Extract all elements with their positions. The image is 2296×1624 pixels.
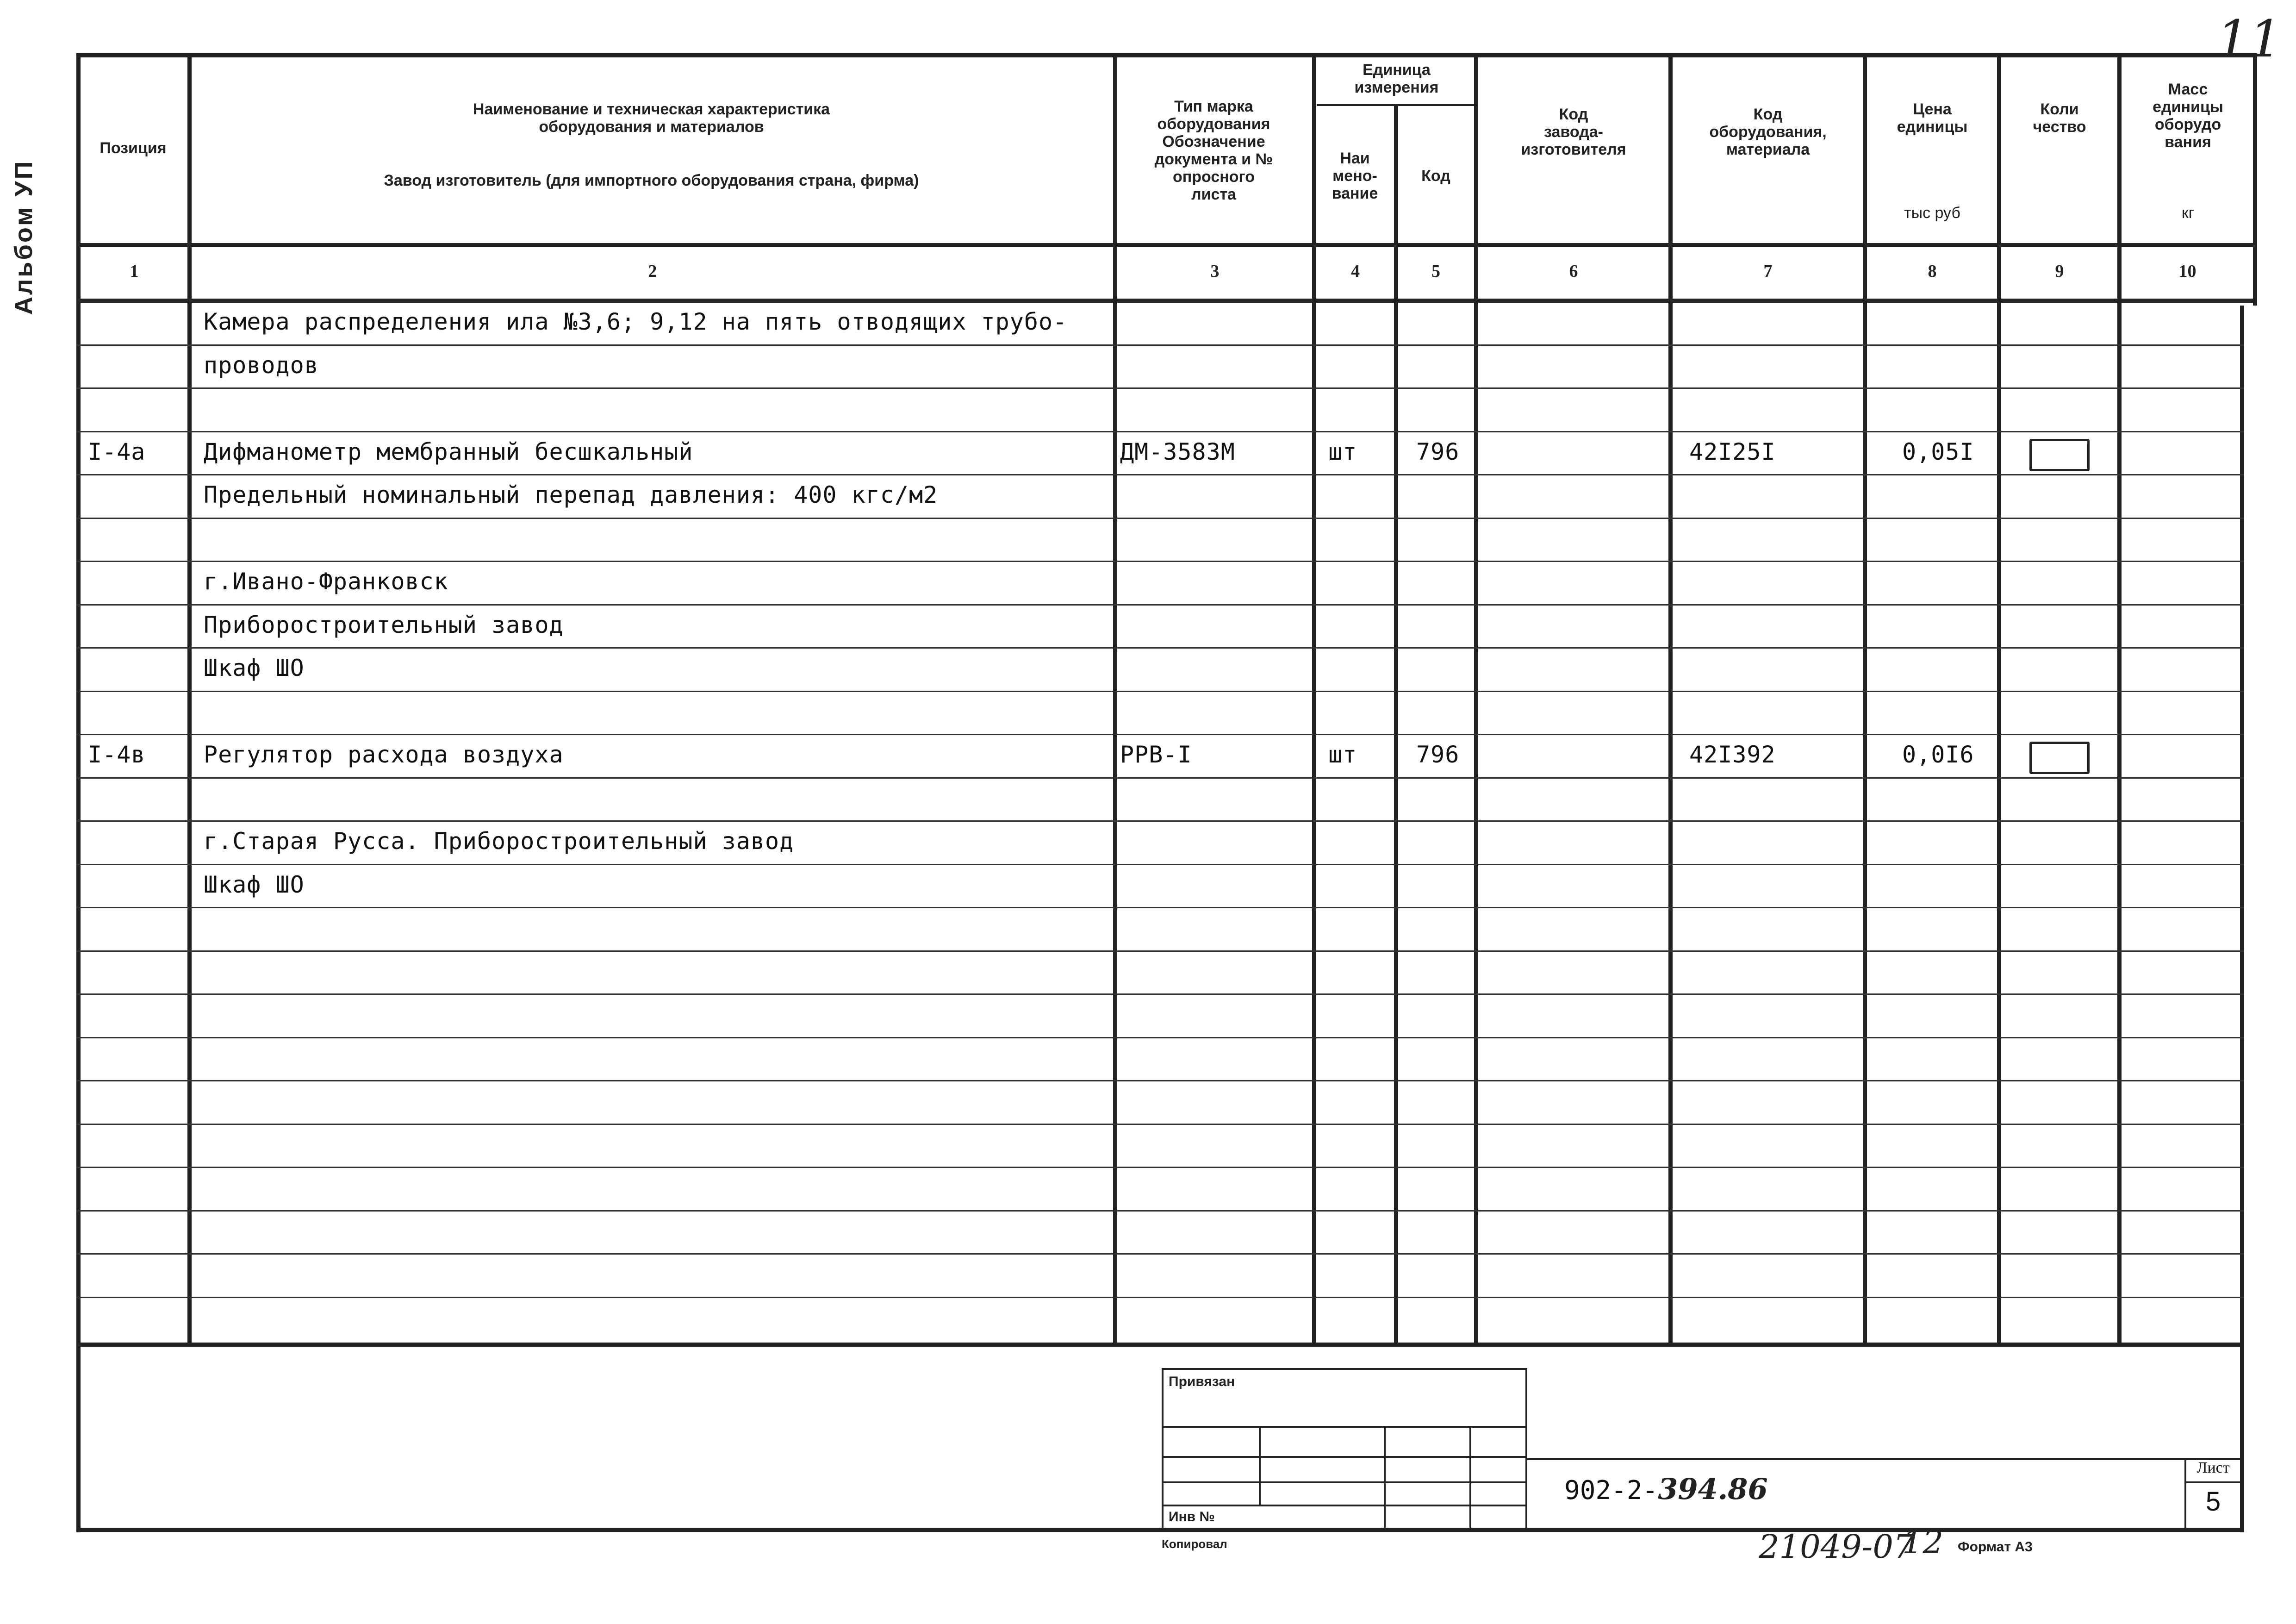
row-divider — [76, 1297, 2244, 1298]
header-mass: Масс единицы оборудо вания — [2153, 81, 2223, 151]
row-price: 0,0I6 — [1902, 741, 1974, 768]
row-position: I-4а — [88, 438, 146, 465]
header-mass-unit: кг — [2181, 204, 2195, 222]
row-divider — [76, 734, 2244, 735]
format-label: Формат А3 — [1958, 1539, 2033, 1555]
row-name: проводов — [204, 352, 319, 379]
sheet-number: 5 — [2205, 1487, 2221, 1517]
row-divider — [76, 691, 2244, 692]
column-number: 5 — [1431, 262, 1440, 281]
header-maker-code: Код завода- изготовителя — [1521, 106, 1626, 158]
quantity-box — [2029, 742, 2090, 774]
column-number: 2 — [648, 262, 657, 281]
doc-number — [1564, 1472, 1768, 1506]
row-divider — [76, 1253, 2244, 1255]
row-name: Камера распределения ила №3,6; 9,12 на пять отводящих трубо- — [204, 308, 1068, 335]
header-name-title: Наименование и техническая характеристика оборудования и материалов — [473, 100, 830, 136]
bottom-code: 21049-07 — [1759, 1528, 1914, 1566]
bottom-number: 12 — [1902, 1523, 1944, 1561]
stamp-privyazan: Привязан — [1169, 1374, 1235, 1389]
row-divider — [76, 1124, 2244, 1125]
doc-number-suffix: 394.86 — [1658, 1472, 1768, 1506]
row-divider — [76, 907, 2244, 908]
row-name: Шкаф ШО — [204, 871, 305, 898]
row-price: 0,05I — [1902, 438, 1974, 465]
row-name: Дифманометр мембранный бесшкальный — [204, 438, 693, 465]
row-divider — [76, 993, 2244, 995]
row-divider — [76, 344, 2244, 346]
row-divider — [76, 1080, 2244, 1081]
stamp-copied: Копировал — [1162, 1537, 1227, 1551]
header-material-code: Код оборудования, материала — [1709, 106, 1827, 158]
stamp-inv: Инв № — [1169, 1509, 1215, 1524]
row-divider — [76, 431, 2244, 432]
page-mark: 11 — [2217, 9, 2282, 69]
row-name: г.Ивано-Франковск — [204, 568, 448, 595]
header-type: Тип марка оборудования Обозначение документа и № опросного листа — [1154, 98, 1273, 203]
column-number: 8 — [1928, 262, 1937, 281]
row-divider — [76, 1210, 2244, 1212]
row-divider — [76, 1037, 2244, 1038]
column-number: 9 — [2055, 262, 2064, 281]
row-type: РРВ-I — [1120, 741, 1192, 768]
row-material-code: 42I392 — [1689, 741, 1776, 768]
row-name: Регулятор расхода воздуха — [204, 741, 564, 768]
row-unit-code: 796 — [1416, 741, 1460, 768]
row-divider — [76, 647, 2244, 649]
album-side-label: Альбом УП — [10, 159, 37, 315]
row-name: Предельный номинальный перепад давления: 400 кгс/м2 — [204, 481, 938, 508]
quantity-box — [2029, 439, 2090, 471]
row-divider — [76, 777, 2244, 779]
column-number: 6 — [1569, 262, 1578, 281]
header-quantity: Коли чество — [2033, 100, 2086, 136]
row-position: I-4в — [88, 741, 146, 768]
column-number: 4 — [1351, 262, 1360, 281]
column-number: 10 — [2178, 262, 2196, 281]
row-divider — [76, 518, 2244, 519]
row-divider — [76, 950, 2244, 952]
sheet-label: Лист — [2196, 1459, 2230, 1476]
row-unit-name: шт — [1328, 438, 1357, 465]
row-divider — [76, 864, 2244, 865]
row-name: Приборостроительный завод — [204, 612, 564, 638]
column-number: 7 — [1763, 262, 1773, 281]
column-number: 3 — [1210, 262, 1220, 281]
header-position: Позиция — [100, 139, 167, 157]
row-name: Шкаф ШО — [204, 655, 305, 681]
header-price: Цена единицы — [1897, 100, 1968, 136]
row-unit-code: 796 — [1416, 438, 1460, 465]
row-divider — [76, 474, 2244, 475]
row-name: г.Старая Русса. Приборостроительный завод — [204, 828, 794, 855]
header-name-sub: Завод изготовитель (для импортного оборудования страна, фирма) — [384, 172, 919, 189]
row-type: ДМ-3583М — [1120, 438, 1235, 465]
row-divider — [76, 820, 2244, 822]
header-unit-code: Код — [1421, 167, 1450, 185]
row-divider — [76, 561, 2244, 562]
header-unit-group: Единица измерения — [1354, 61, 1439, 96]
row-unit-name: шт — [1328, 741, 1357, 768]
doc-number-prefix: 902-2- — [1564, 1475, 1658, 1505]
header-price-unit: тыс руб — [1904, 204, 1960, 222]
row-material-code: 42I25I — [1689, 438, 1776, 465]
column-number: 1 — [130, 262, 139, 281]
row-divider — [76, 604, 2244, 606]
row-divider — [76, 1167, 2244, 1168]
header-unit-name: Наи мено- вание — [1332, 150, 1378, 202]
row-divider — [76, 387, 2244, 389]
